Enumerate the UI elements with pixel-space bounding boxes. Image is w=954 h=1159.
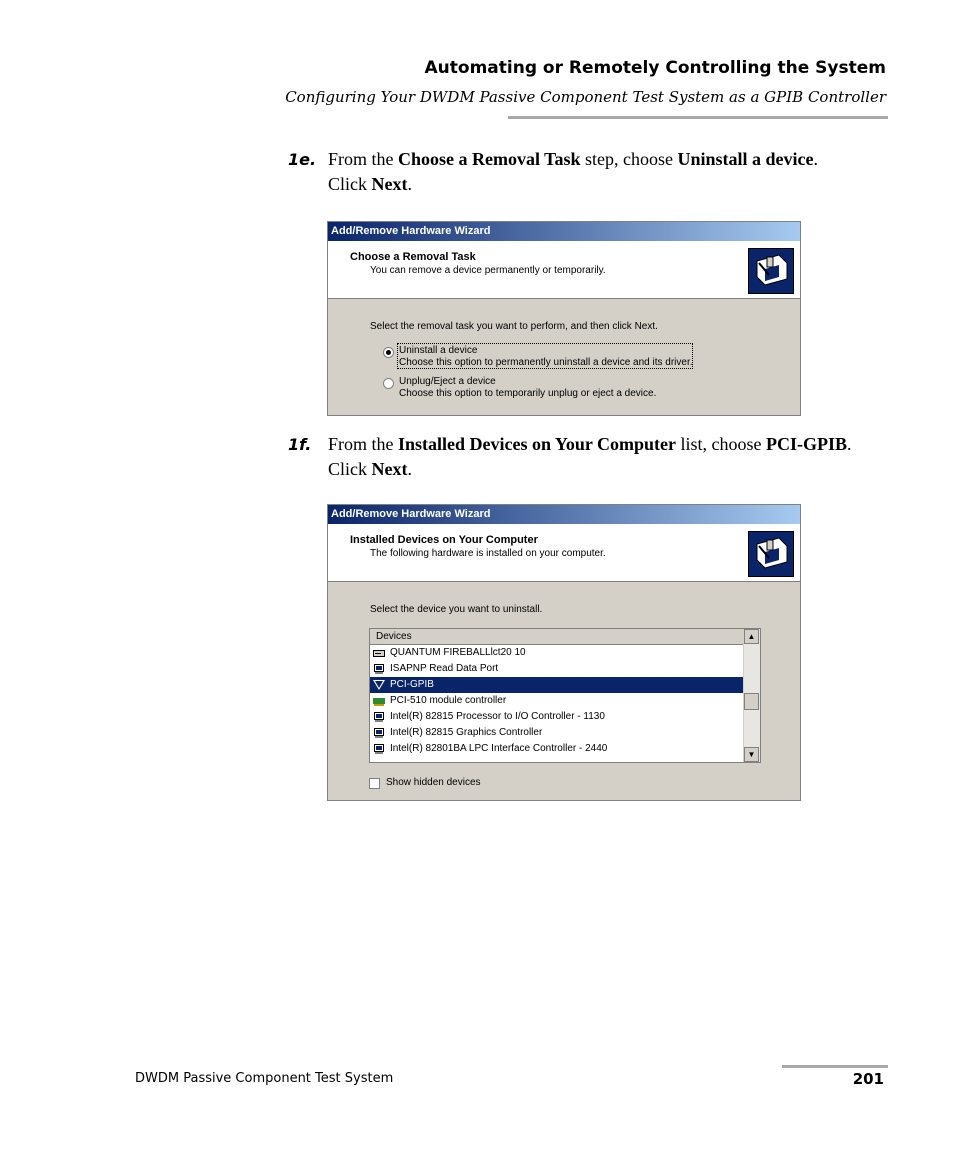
dialog-title-bar: Add/Remove Hardware Wizard [328,505,800,524]
list-scrollbar[interactable] [743,629,760,762]
computer-icon [373,744,385,754]
scroll-thumb[interactable] [744,693,759,710]
hardware-wizard-icon [748,531,794,577]
dialog-description: The following hardware is installed on your computer. [370,548,606,559]
dialog-description: You can remove a device permanently or temporarily. [370,265,606,276]
option-label[interactable]: Uninstall a device [399,345,478,356]
step-text: From the Choose a Removal Task step, choose Uninstall a device. Click Next. [328,149,819,194]
list-item[interactable]: QUANTUM FIREBALLlct20 10 [370,645,744,661]
gpib-icon [373,680,385,690]
running-header-title: Automating or Remotely Controlling the System [424,58,886,78]
computer-icon [373,712,385,722]
computer-icon [373,664,385,674]
show-hidden-checkbox[interactable] [369,778,380,789]
list-item[interactable]: PCI-510 module controller [370,693,744,709]
step-number: 1e. [288,150,317,169]
option-description: Choose this option to temporarily unplug or eject a device. [399,388,657,399]
uninstall-radio[interactable] [383,347,394,358]
dialog-header [328,524,800,582]
dialog-body [328,582,800,801]
dialog-body [328,299,800,416]
unplug-radio[interactable] [383,378,394,389]
column-header-devices[interactable]: Devices [370,629,744,645]
option-label[interactable]: Unplug/Eject a device [399,376,496,387]
list-item[interactable]: Intel(R) 82815 Processor to I/O Controller - 1130 [370,709,744,725]
show-hidden-label[interactable]: Show hidden devices [386,777,481,788]
devices-listbox[interactable] [369,628,761,763]
disk-drive-icon [373,648,385,658]
dialog-heading: Choose a Removal Task [350,251,476,263]
header-rule [508,116,888,119]
list-item[interactable]: Intel(R) 82815 Graphics Controller [370,725,744,741]
step-number: 1f. [288,435,312,454]
scroll-down-button[interactable]: ▼ [744,747,759,762]
option-description: Choose this option to permanently uninstall a device and its driver. [399,357,693,368]
list-item-selected[interactable]: PCI-GPIB [370,677,744,693]
footer-rule [782,1065,888,1068]
running-header-subtitle: Configuring Your DWDM Passive Component Test System as a GPIB Controller [285,88,886,106]
computer-icon [373,728,385,738]
module-card-icon [373,696,385,706]
step-text: From the Installed Devices on Your Computer list, choose PCI-GPIB. Click Next. [328,434,852,479]
page-number: 201 [852,1070,884,1088]
dialog-instruction: Select the device you want to uninstall. [370,604,543,615]
installed-devices-dialog [327,504,801,801]
list-item[interactable]: ISAPNP Read Data Port [370,661,744,677]
dialog-instruction: Select the removal task you want to perform, and then click Next. [370,321,658,332]
scroll-up-button[interactable]: ▲ [744,629,759,644]
footer-product-name: DWDM Passive Component Test System [135,1071,394,1086]
list-item[interactable]: Intel(R) 82801BA LPC Interface Controller - 2440 [370,741,744,757]
hardware-wizard-icon [748,248,794,294]
dialog-header [328,241,800,299]
removal-task-dialog [327,221,801,416]
dialog-heading: Installed Devices on Your Computer [350,534,538,546]
dialog-title-bar: Add/Remove Hardware Wizard [328,222,800,241]
